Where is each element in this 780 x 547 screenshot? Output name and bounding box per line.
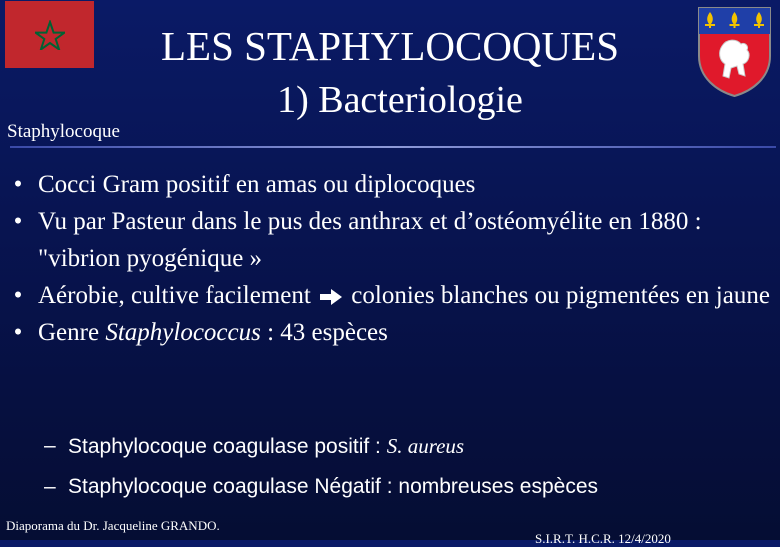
bullet-dot: •	[13, 319, 23, 346]
lyon-coat-of-arms-icon	[697, 6, 772, 98]
sub-bullet-text: Staphylocoque coagulase Négatif : nombreuses espèces	[68, 475, 599, 498]
morocco-flag-icon	[5, 1, 94, 68]
bullet-text-after: colonies blanches ou pigmentées en jaune	[351, 282, 770, 309]
bullet-item	[6, 314, 776, 351]
sub-bullet-item	[44, 426, 774, 467]
bullet-item	[6, 166, 776, 203]
sub-bullet-list	[44, 426, 774, 507]
bullet-dot: •	[13, 282, 23, 309]
title-divider	[10, 146, 776, 148]
right-arrow-icon	[319, 288, 343, 306]
topic-label: Staphylocoque	[7, 121, 120, 142]
bullet-list	[6, 166, 776, 351]
bullet-item	[6, 277, 776, 314]
bullet-dot: •	[13, 171, 23, 198]
bullet-item	[6, 203, 776, 277]
footer-author: Diaporama du Dr. Jacqueline GRANDO.	[6, 518, 220, 533]
sub-bullet-item	[44, 467, 774, 507]
bullet-dot: •	[13, 208, 23, 235]
page-subtitle: 1) Bacteriologie	[277, 79, 523, 121]
footer-info: S.I.R.T. H.C.R. 12/4/2020	[535, 531, 671, 546]
sub-bullet-prefix: Staphylocoque coagulase positif :	[68, 435, 387, 458]
bullet-text: Vu par Pasteur dans le pus des anthrax et d’ostéomyélite en 1880 : "vibrion pyogénique »	[38, 208, 702, 272]
bullet-text-suffix: : 43 espèces	[260, 319, 388, 346]
sub-bullet-dash: –	[44, 434, 56, 457]
bullet-text-before: Aérobie, cultive facilement	[38, 282, 311, 309]
sub-bullet-dash: –	[44, 475, 56, 498]
bullet-text-prefix: Genre	[38, 319, 106, 346]
page-title: LES STAPHYLOCOQUES	[160, 23, 619, 69]
genus-name: Staphylococcus	[105, 319, 261, 346]
bullet-text: Cocci Gram positif en amas ou diplocoques	[38, 171, 476, 198]
flag-star-icon	[35, 20, 65, 50]
species-name: S. aureus	[386, 434, 465, 458]
